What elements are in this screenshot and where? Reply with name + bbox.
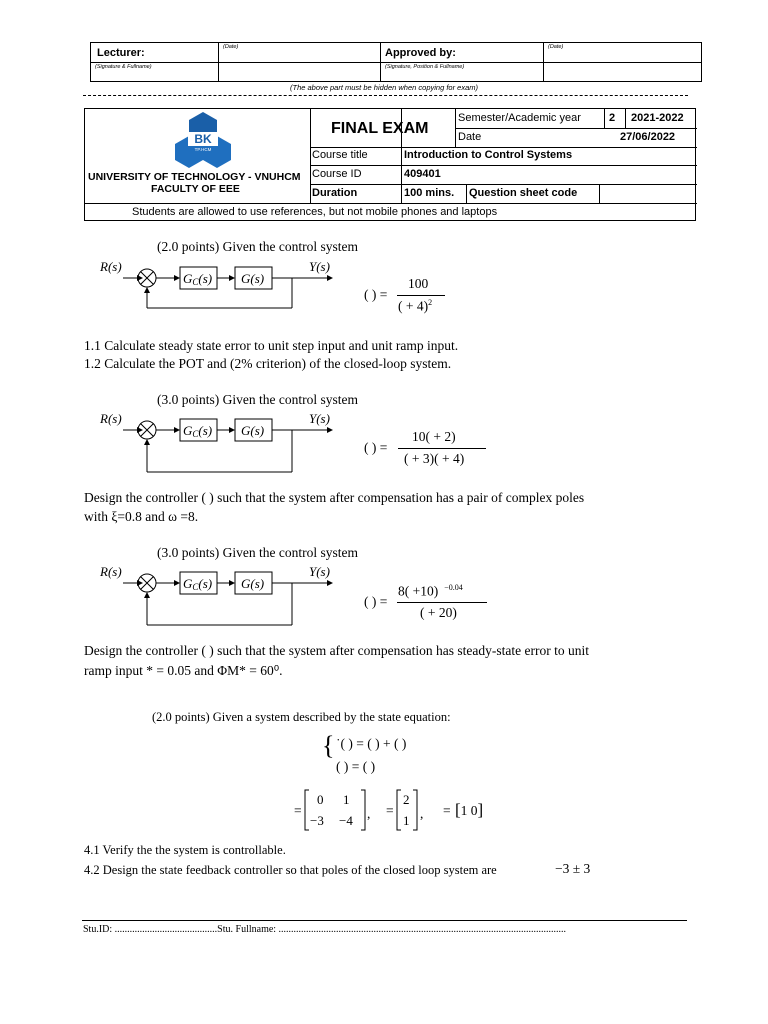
svg-text:−3: −3 <box>310 813 324 828</box>
q4-item-1: 4.1 Verify the the system is controllable. <box>84 843 286 857</box>
svg-text:TP.HCM: TP.HCM <box>194 147 212 152</box>
approved-signature-note: (Signature, Position & Fullname) <box>385 64 465 70</box>
q4-intro: (2.0 points) Given a system described by the state equation: <box>152 710 451 724</box>
svg-text:2: 2 <box>403 792 410 807</box>
exam-title: FINAL EXAM <box>331 120 429 137</box>
svg-text:BK: BK <box>194 132 212 146</box>
q4-matrix-a <box>304 788 366 832</box>
q1-block-diagram <box>95 256 345 314</box>
q4-item-2: 4.2 Design the state feedback controller so that poles of the closed loop system are <box>84 863 497 877</box>
cut-line <box>83 95 688 96</box>
q1-item-2: 1.2 Calculate the POT and (2% criterion) of the closed-loop system. <box>84 356 452 371</box>
q3-intro: (3.0 points) Given the control system <box>157 545 358 560</box>
svg-text:Y(s): Y(s) <box>309 411 330 426</box>
q1-tf-numerator: 100 <box>408 276 429 291</box>
sheet-code-label: Question sheet code <box>469 187 578 199</box>
semester-value: 2 <box>609 112 616 124</box>
q4-matB-comma: , <box>420 806 424 821</box>
svg-text:GC(s): GC(s) <box>183 423 213 439</box>
q3-tf-lhs: ( ) = <box>364 594 388 609</box>
q3-tf-denominator: ( + 20) <box>420 605 457 620</box>
q3-text-line2: ramp input * = 0.05 and ΦM* = 60⁰. <box>84 663 283 678</box>
q4-matB-lhs: = <box>386 803 394 818</box>
university-logo <box>168 110 238 172</box>
exam-header-table <box>84 108 696 221</box>
year-value: 2021-2022 <box>631 112 684 124</box>
exam-notice: Students are allowed to use references, but not mobile phones and laptops <box>132 206 498 218</box>
input-label: R(s) <box>100 259 122 274</box>
q4-matA-lhs: = <box>294 803 302 818</box>
svg-text:GC(s): GC(s) <box>183 271 213 287</box>
approved-date: (Date) <box>548 44 564 50</box>
hide-note: (The above part must be hidden when copying for exam) <box>289 83 479 92</box>
lecturer-date: (Date) <box>223 44 239 50</box>
q1-intro: (2.0 points) Given the control system <box>157 239 358 254</box>
q4-matC-lhs: = <box>443 803 451 818</box>
course-title-value: Introduction to Control Systems <box>404 149 573 161</box>
approval-table <box>90 42 702 82</box>
output-label: Y(s) <box>309 259 330 274</box>
q1-tf-lhs: ( ) = <box>364 287 388 302</box>
date-label: Date <box>458 131 482 143</box>
course-title-label: Course title <box>312 149 368 161</box>
university-name: UNIVERSITY OF TECHNOLOGY - VNUHCM <box>88 171 301 183</box>
lecturer-signature-note: (Signature & Fullname) <box>95 64 152 70</box>
duration-label: Duration <box>312 187 358 199</box>
course-id-value: 409401 <box>404 168 441 180</box>
q3-tf-numerator: 8( +10) $^{-0.04}$ <box>398 583 463 599</box>
course-id-label: Course ID <box>312 168 362 180</box>
svg-text:G(s): G(s) <box>241 423 265 438</box>
svg-text:G(s): G(s) <box>241 576 265 591</box>
q4-state-eq: ˙( ) = ( ) + ( ) <box>336 736 407 751</box>
q4-matrix-b <box>396 788 418 832</box>
q2-tf-numerator: 10( + 2) <box>412 429 456 444</box>
svg-text:Y(s): Y(s) <box>309 564 330 579</box>
q4-output-eq: ( ) = ( ) <box>336 759 376 774</box>
approved-label: Approved by: <box>385 47 456 59</box>
q3-text-line1: Design the controller ( ) such that the system after compensation has steady-state error to unit <box>84 643 589 658</box>
lecturer-label: Lecturer: <box>97 47 145 59</box>
semester-label: Semester/Academic year <box>458 112 581 124</box>
q1-tf-denominator: ( + 4)$^2$ <box>398 298 433 314</box>
q2-tf-lhs: ( ) = <box>364 440 388 455</box>
q4-matA-comma: , <box>367 806 371 821</box>
svg-text:R(s): R(s) <box>100 411 122 426</box>
q1-item-1: 1.1 Calculate steady state error to unit step input and unit ramp input. <box>84 338 459 353</box>
svg-text:1: 1 <box>403 813 410 828</box>
student-info-line: Stu.ID: .........................................Stu. Fullname: ................................................................................................................... <box>83 924 567 935</box>
q2-intro: (3.0 points) Given the control system <box>157 392 358 407</box>
svg-text:R(s): R(s) <box>100 564 122 579</box>
svg-text:GC(s): GC(s) <box>183 576 213 592</box>
q2-block-diagram <box>95 408 345 476</box>
q2-fraction-bar <box>398 448 486 449</box>
q2-tf-denominator: ( + 3)( + 4) <box>404 451 465 466</box>
svg-text:G(s): G(s) <box>241 271 265 286</box>
q4-matrix-c: [1 0] <box>455 800 484 819</box>
duration-value: 100 mins. <box>404 187 455 199</box>
q2-text-line1: Design the controller ( ) such that the system after compensation has a pair of complex poles <box>84 490 585 505</box>
q4-poles: −3 ± 3 <box>555 861 591 876</box>
svg-text:1: 1 <box>343 792 350 807</box>
q1-fraction-bar <box>397 295 445 296</box>
faculty-name: FACULTY OF EEE <box>151 183 240 195</box>
date-value: 27/06/2022 <box>620 131 676 143</box>
q3-fraction-bar <box>397 602 487 603</box>
q3-block-diagram <box>95 561 345 629</box>
q4-brace: { <box>322 731 335 760</box>
q2-text-line2: with ξ=0.8 and ω =8. <box>84 509 199 524</box>
footer-rule <box>82 920 687 921</box>
svg-text:0: 0 <box>317 792 324 807</box>
svg-text:−4: −4 <box>339 813 353 828</box>
